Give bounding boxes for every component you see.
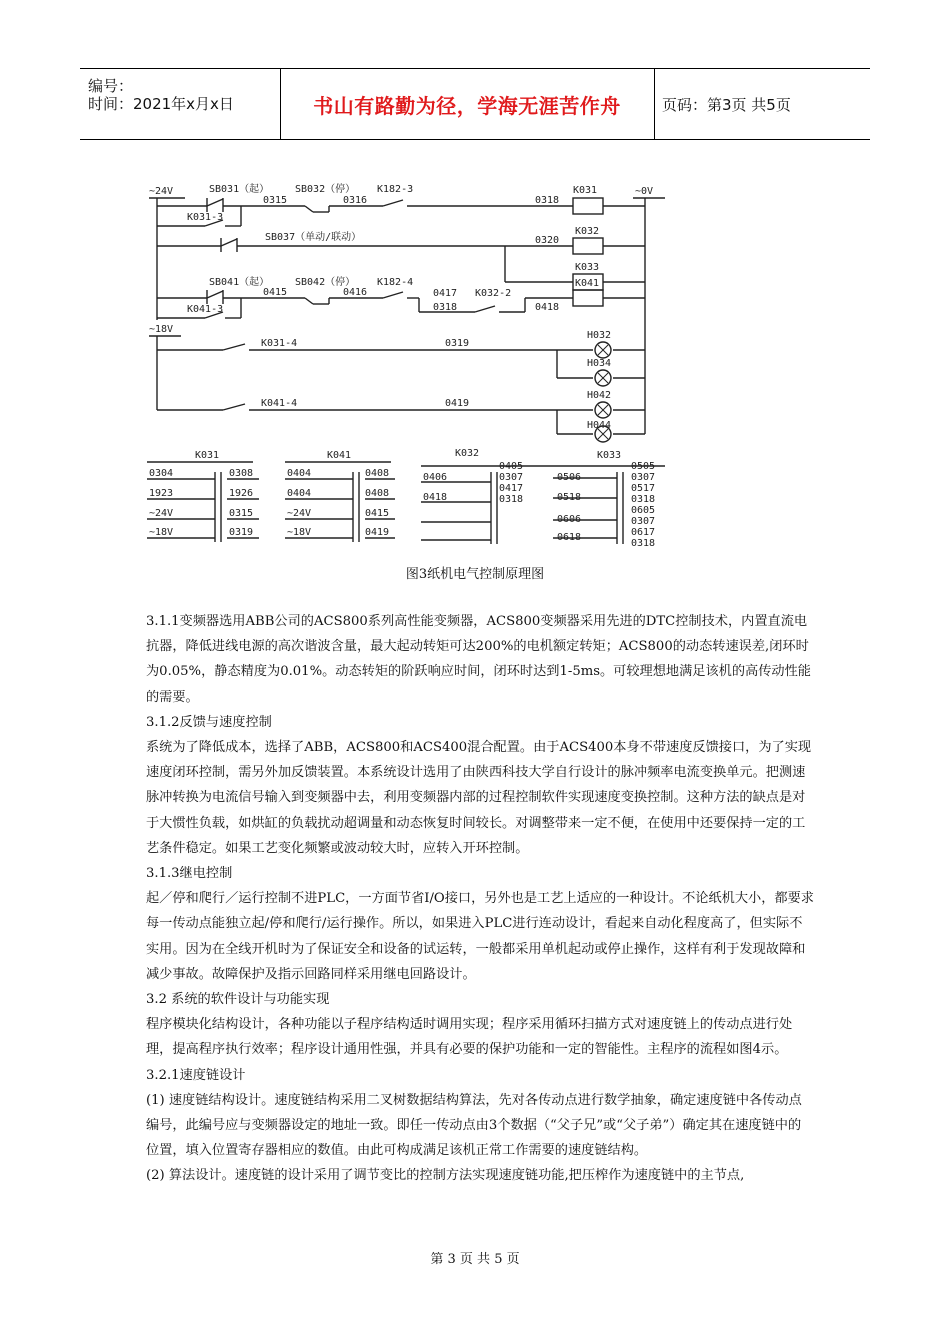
label-24v: ~24V — [149, 186, 174, 197]
label-sb031: SB031（起） — [209, 184, 270, 195]
label-0419: 0419 — [445, 398, 470, 409]
term-e1: 0406 — [423, 472, 448, 483]
number-label: 编号： — [88, 77, 134, 95]
label-0318a: 0318 — [535, 195, 560, 206]
label-k031-4: K031-4 — [261, 338, 298, 349]
label-k041-4: K041-4 — [261, 398, 298, 409]
label-0316: 0316 — [343, 195, 368, 206]
label-sb042: SB042（停） — [295, 277, 356, 288]
term-b4: 0319 — [229, 527, 254, 538]
term-f4: 0318 — [499, 494, 524, 505]
term-c2: 0404 — [287, 488, 312, 499]
term-a2: 1923 — [149, 488, 174, 499]
paragraph: 系统为了降低成本，选择了ABB，ACS800和ACS400混合配置。由于ACS400本身不带速度反馈接口，为了实现速度闭环控制，需另外加反馈装置。本系统设计选用了由陕西科技大学自行设计的脉冲频率电流变换单元。把测速脉冲转换为电流信号输入到变频器中去，利用变频器内部的过程控制软件实现速度变换控制。这种方法的缺点是对于大惯性负载，如烘缸的负载扰动超调量和动态恢复时间较长。对调整带来一定不便，在使用中还要保持一定的工艺条件稳定。如果工艺变化频繁或波动较大时，应转入开环控制。 — [146, 740, 812, 856]
term-c1: 0404 — [287, 468, 312, 479]
header-meta — [80, 69, 281, 139]
term-d3: 0415 — [365, 508, 390, 519]
term-f1: 0405 — [499, 461, 524, 472]
label-0418: 0418 — [535, 302, 560, 313]
terminal-k031-title: K031 — [195, 450, 220, 461]
section-heading: 3.1.2反馈与速度控制 — [146, 714, 272, 730]
circuit-diagram-svg — [145, 172, 665, 552]
circuit-diagram — [145, 172, 665, 552]
label-h034: H034 — [587, 358, 612, 369]
paragraph: (1) 速度链结构设计。速度链结构采用二叉树数据结构算法，先对各传动点进行数学抽象，确定速度链中各传动点编号，此编号应与变频器设定的地址一致。即任一传动点由3个数据（“父子兄”或“父子弟”）确定其在速度链中的位置，填入位置寄存器相应的数值。由此可构成满足该机正常工作需要的速度链结构。 — [146, 1092, 802, 1159]
term-h5: 0605 — [631, 505, 656, 516]
term-e2: 0418 — [423, 492, 448, 503]
label-k032-2: K032-2 — [475, 288, 512, 299]
label-k031-coil: K031 — [573, 185, 598, 196]
body-text — [146, 609, 814, 1189]
term-b2: 1926 — [229, 488, 254, 499]
date-label: 时间：2021年x月x日 — [88, 95, 234, 113]
term-b3: 0315 — [229, 508, 254, 519]
term-c3: ~24V — [287, 508, 312, 519]
term-h6: 0307 — [631, 516, 656, 527]
paragraph: 起／停和爬行／运行控制不进PLC，一方面节省I/O接口，另外也是工艺上适应的一种设计。不论纸机大小，都要求每一传动点能独立起/停和爬行/运行操作。所以，如果进入PLC进行连动设计，看起来自动化程度高了，但实际不实用。因为在全线开机时为了保证安全和设备的试运转，一般都采用单机起动或停止操作，这样有利于发现故障和减少事故。故障保护及指示回路同样采用继电回路设计。 — [146, 891, 814, 982]
label-0319: 0319 — [445, 338, 470, 349]
term-h2: 0307 — [631, 472, 656, 483]
label-18v: ~18V — [149, 324, 174, 335]
page-footer: 第 3 页 共 5 页 — [430, 1252, 520, 1267]
term-a4: ~18V — [149, 527, 174, 538]
term-a3: ~24V — [149, 508, 174, 519]
label-0315: 0315 — [263, 195, 288, 206]
term-h7: 0617 — [631, 527, 656, 538]
term-a1: 0304 — [149, 468, 174, 479]
page-number-label: 页码：第3页 共5页 — [662, 95, 791, 114]
term-h3: 0517 — [631, 483, 656, 494]
term-g4: 0618 — [557, 532, 582, 543]
label-0416: 0416 — [343, 287, 368, 298]
label-0417: 0417 — [433, 288, 458, 299]
term-h4: 0318 — [631, 494, 656, 505]
section-heading: 3.2.1速度链设计 — [146, 1067, 246, 1083]
paragraph: 程序模块化结构设计，各种功能以子程序结构适时调用实现；程序采用循环扫描方式对速度链上的传动点进行处理，提高程序执行效率；程序设计通用性强，并具有必要的保护功能和一定的智能性。主程序的流程如图4示。 — [146, 1017, 793, 1058]
term-g3: 0606 — [557, 514, 582, 525]
label-k182-3: K182-3 — [377, 184, 414, 195]
term-c4: ~18V — [287, 527, 312, 538]
label-0320: 0320 — [535, 235, 560, 246]
label-k041-3: K041-3 — [187, 304, 224, 315]
label-k182-4: K182-4 — [377, 277, 414, 288]
terminal-k033-title: K033 — [597, 450, 622, 461]
label-0415: 0415 — [263, 287, 288, 298]
label-h032: H032 — [587, 330, 612, 341]
label-0v: ~0V — [635, 186, 654, 197]
label-sb041: SB041（起） — [209, 277, 270, 288]
terminal-k032-title: K032 — [455, 448, 480, 459]
term-h8: 0318 — [631, 538, 656, 549]
paragraph: (2) 算法设计。速度链的设计采用了调节变比的控制方法实现速度链功能,把压榨作为速度链中的主节点, — [146, 1168, 745, 1184]
label-0318b: 0318 — [433, 302, 458, 313]
label-k033-coil: K033 — [575, 262, 600, 273]
label-k041-coil: K041 — [575, 278, 600, 289]
label-sb037: SB037（单动/联动） — [265, 232, 362, 243]
section-heading: 3.2 系统的软件设计与功能实现 — [146, 992, 330, 1008]
terminal-k041-title: K041 — [327, 450, 352, 461]
header-motto — [280, 69, 655, 139]
term-h1: 0505 — [631, 461, 656, 472]
term-d2: 0408 — [365, 488, 390, 499]
figure-caption: 图3纸机电气控制原理图 — [405, 567, 545, 582]
term-g2: 0518 — [557, 492, 582, 503]
label-k031-3: K031-3 — [187, 212, 224, 223]
motto-text: 书山有路勤为径，学海无涯苦作舟 — [313, 93, 621, 118]
paragraph: 3.1.1变频器选用ABB公司的ACS800系列高性能变频器，ACS800变频器采用先进的DTC控制技术，内置直流电抗器，降低进线电源的高次谐波含量，最大起动转矩可达200%的电机额定转矩；ACS800的动态转速误差,闭环时为0.05%，静态精度为0.01%。动态转矩的阶跃响应时间，闭环时达到1-5ms。可较理想地满足该机的高传动性能的需要。 — [146, 614, 811, 705]
term-d4: 0419 — [365, 527, 390, 538]
term-d1: 0408 — [365, 468, 390, 479]
page-header — [80, 68, 870, 140]
term-f3: 0417 — [499, 483, 524, 494]
term-b1: 0308 — [229, 468, 254, 479]
label-h042: H042 — [587, 390, 612, 401]
label-k032-coil: K032 — [575, 226, 600, 237]
term-g1: 0506 — [557, 472, 582, 483]
label-sb032: SB032（停） — [295, 184, 356, 195]
term-f2: 0307 — [499, 472, 524, 483]
label-h044: H044 — [587, 420, 612, 431]
section-heading: 3.1.3继电控制 — [146, 866, 233, 882]
